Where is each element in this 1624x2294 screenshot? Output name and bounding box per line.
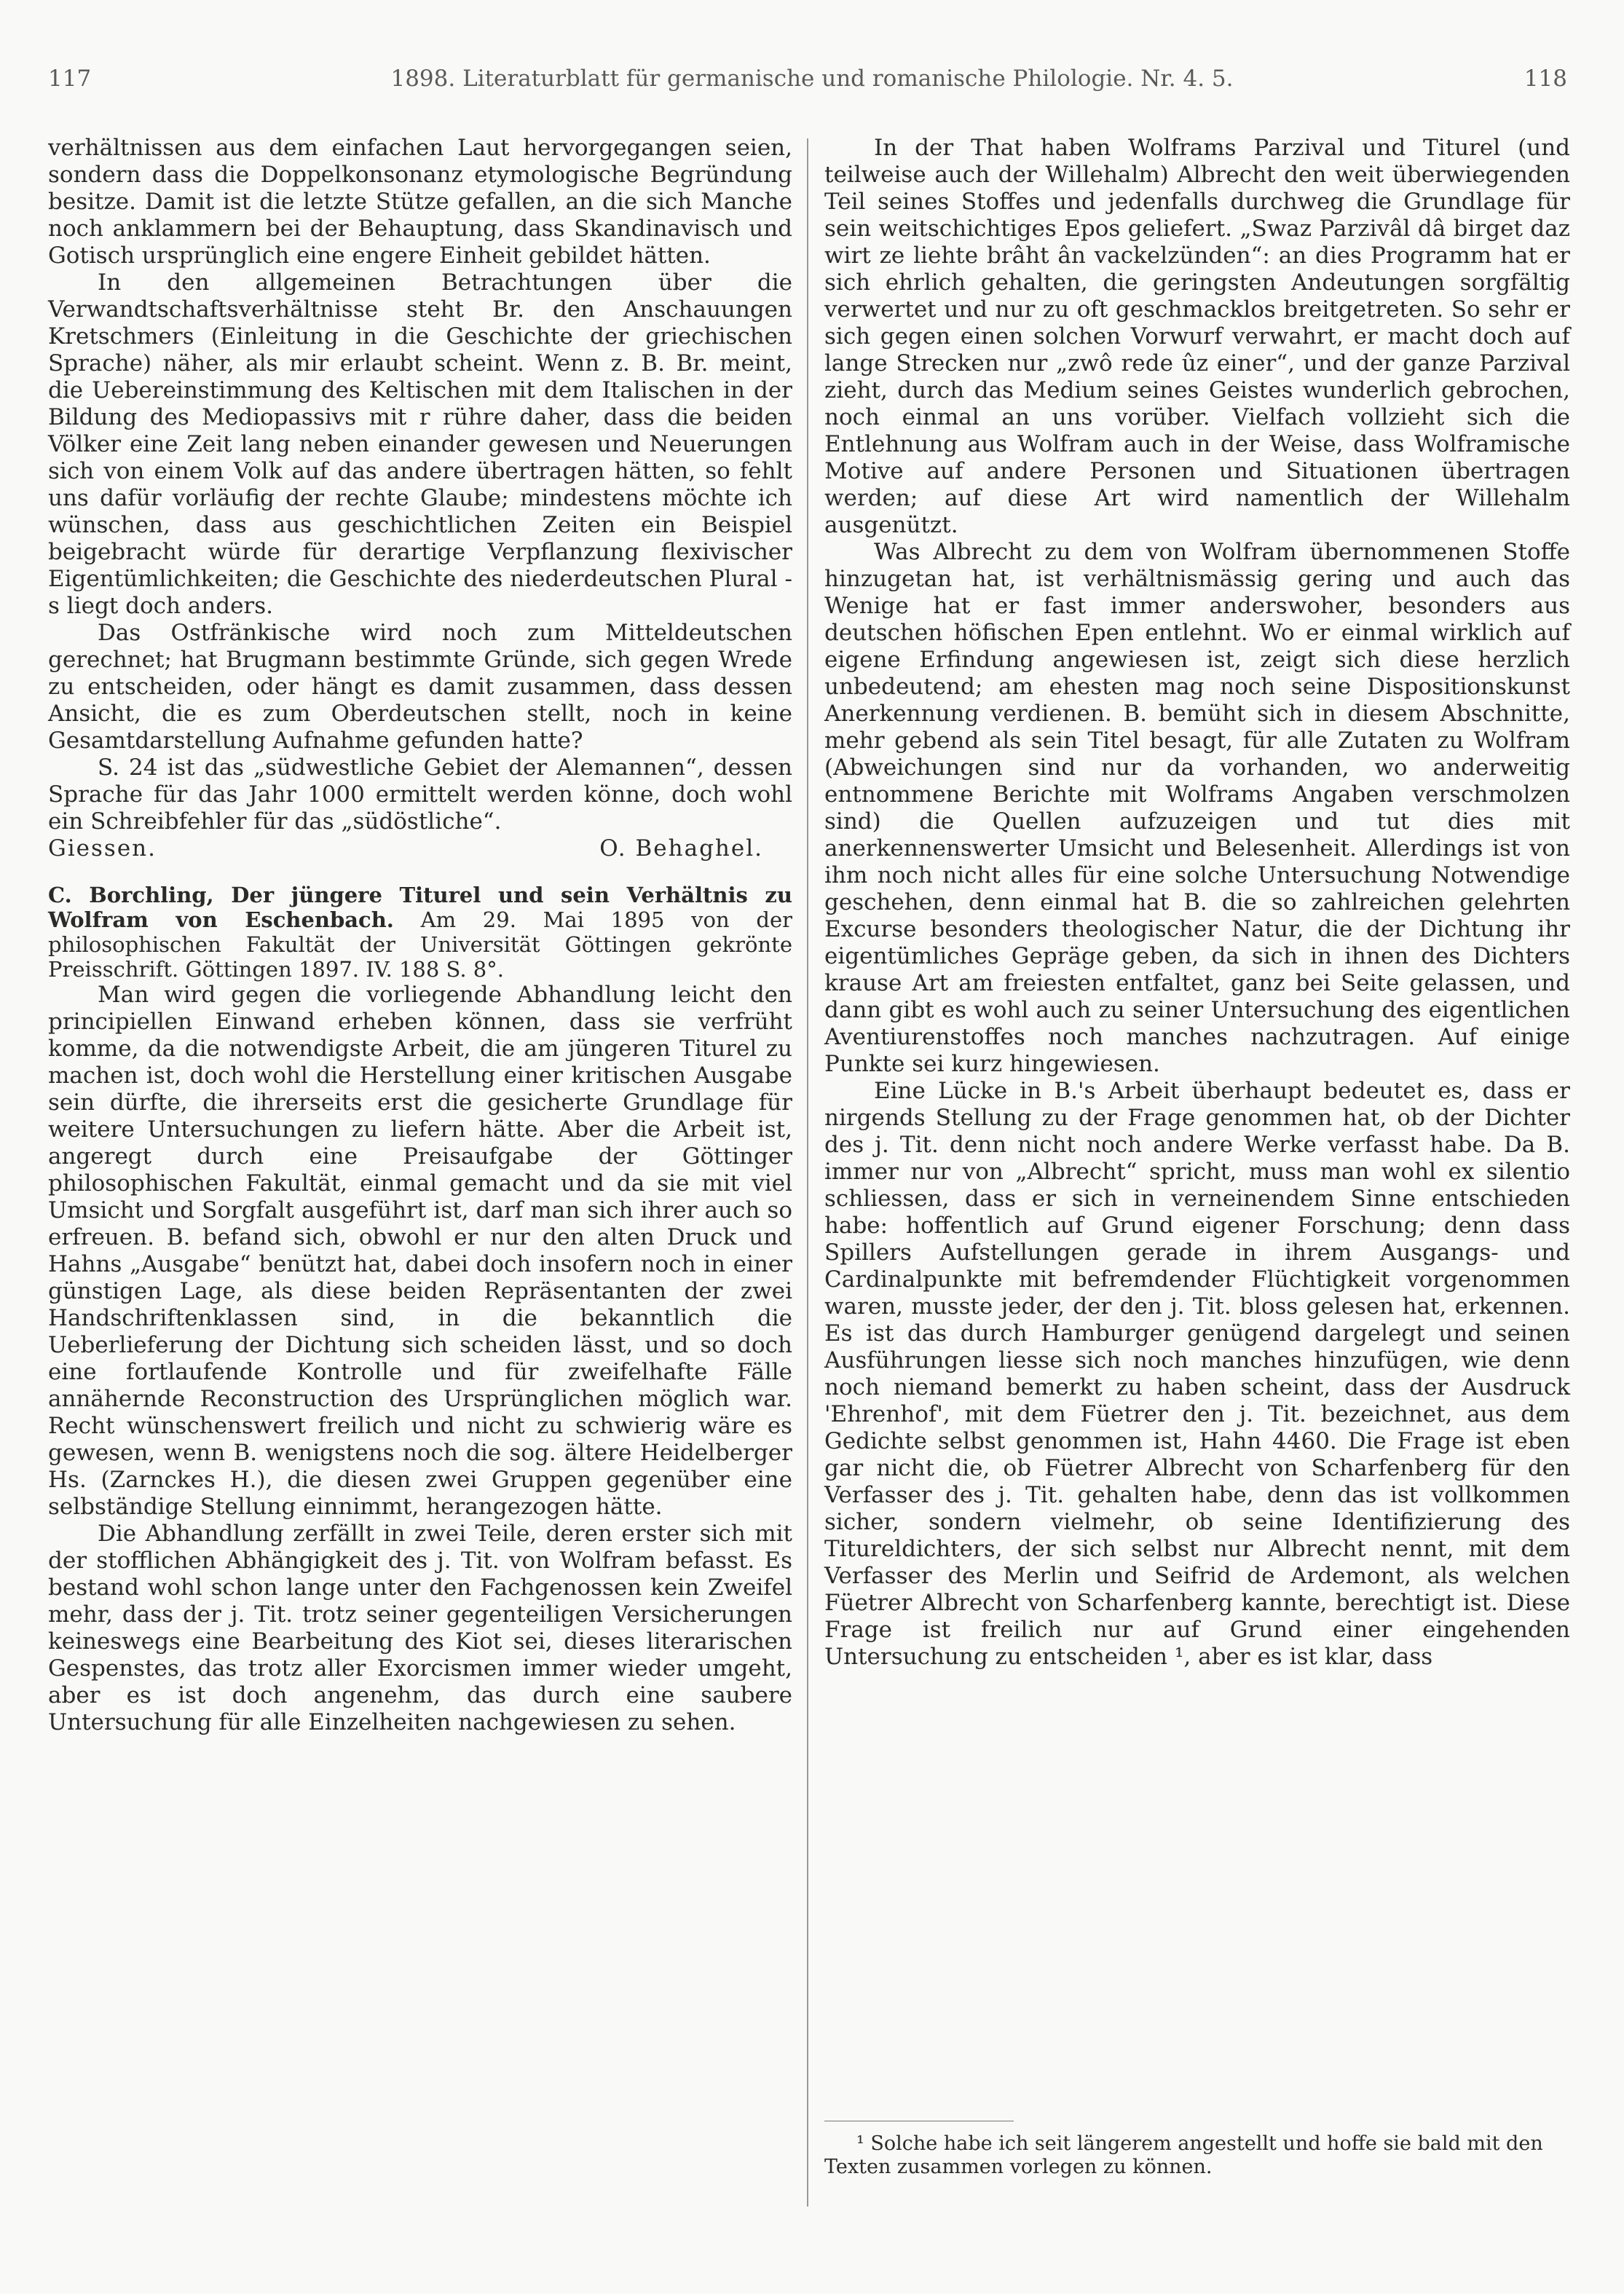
paragraph: Eine Lücke in B.'s Arbeit überhaupt bedeutet es, dass er nirgends Stellung zu der Frage genommen hat, ob der Dichter des j. Tit. denn nicht noch andere Werke verfasst habe. Da B. immer nur von „Albrecht“ spricht, muss man wohl ex silentio schliessen, dass er sich in verneinendem Sinne entschieden habe: hoffentlich auf Grund eigener Forschung; denn dass Spillers Aufstellungen gerade in ihrem Ausgangs- und Cardinalpunkte mit befremdender Flüchtigkeit vorgenommen waren, musste jeder, der den j. Tit. bloss gelesen hat, erkennen. Es ist das durch Hamburger genügend dargelegt und seinen Ausführungen liesse sich noch manches hinzufügen, wie denn noch niemand bemerkt zu haben scheint, dass der Ausdruck 'Ehrenhof', mit dem Füetrer den j. Tit. bezeichnet, aus dem Gedichte selbst genommen ist, Hahn 4460. Die Frage ist eben gar nicht die, ob Füetrer Albrecht von Scharfenberg für den Verfasser des j. Tit. gehalten habe, denn das ist vollkommen sicher, sondern vielmehr, ob seine Identifizierung des Titureldichters, der sich selbst nur Albrecht nennt, mit dem Verfasser des Merlin und Seifrid de Ardemont, als welchen Füetrer Albrecht von Scharfenberg kannte, berechtigt ist. Diese Frage ist freilich nur auf Grund einer eingehenden Untersuchung zu entscheiden ¹, aber es ist klar, dass <box>824 1078 1570 1670</box>
journal-title: 1898. Literaturblatt für germanische und romanische Philologie. Nr. 4. 5. <box>390 66 1234 92</box>
review-title: C. Borchling, Der jüngere Titurel und sein Verhältnis zu Wolfram von Eschenbach. <box>48 883 792 932</box>
paragraph: S. 24 ist das „südwestliche Gebiet der Alemannen“, dessen Sprache für das Jahr 1000 ermittelt werden könne, doch wohl ein Schreibfehler für das „südöstliche“. <box>48 754 792 835</box>
left-column <box>48 135 792 1736</box>
review-signature <box>48 835 792 862</box>
signature-name: O. Behaghel. <box>599 835 763 862</box>
paragraph: verhältnissen aus dem einfachen Laut hervorgegangen seien, sondern dass die Doppelkonsonanz etymologische Begründung besitze. Damit ist die letzte Stütze gefallen, an die sich Manche noch anklammern bei der Behauptung, dass Skandinavisch und Gotisch ursprünglich eine engere Einheit gebildet hätten. <box>48 135 792 269</box>
paragraph: Das Ostfränkische wird noch zum Mitteldeutschen gerechnet; hat Brugmann bestimmte Gründe, sich gegen Wrede zu entscheiden, oder hängt es damit zusammen, dass dessen Ansicht, die es zum Oberdeutschen stellt, noch in keine Gesamtdarstellung Aufnahme gefunden hatte? <box>48 620 792 754</box>
review-heading <box>48 883 792 982</box>
running-header <box>0 51 1624 102</box>
paragraph: In der That haben Wolframs Parzival und Titurel (und teilweise auch der Willehalm) Albrecht den weit überwiegenden Teil seines Stoffes und jedenfalls durchweg die Grundlage für sein weitschichtiges Epos geliefert. „Swaz Parzivâl dâ birget daz wirt ze liehte brâht ân vackelzünden“: an dies Programm hat er sich ehrlich gehalten, die geringsten Andeutungen sorgfältig verwertet und nur zu oft geschmacklos breitgetreten. So sehr er sich gegen einen solchen Vorwurf verwahrt, er macht doch auf lange Strecken nur „zwô rede ûz einer“, und der ganze Parzival zieht, durch das Medium seines Geistes wunderlich gebrochen, noch einmal an uns vorüber. Vielfach vollzieht sich die Entlehnung aus Wolfram auch in der Weise, dass Wolframische Motive auf andere Personen und Situationen übertragen werden; auf diese Art wird namentlich der Willehalm ausgenützt. <box>824 135 1570 538</box>
column-divider <box>807 138 808 2207</box>
footnote: ¹ Solche habe ich seit längerem angestellt und hoffe sie bald mit den Texten zusammen vorlegen zu können. <box>824 2132 1543 2178</box>
paragraph: In den allgemeinen Betrachtungen über die Verwandtschaftsverhältnisse steht Br. den Anschauungen Kretschmers (Einleitung in die Geschichte der griechischen Sprache) näher, als mir erlaubt scheint. Wenn z. B. Br. meint, die Uebereinstimmung des Keltischen mit dem Italischen in der Bildung des Mediopassivs mit r rühre daher, dass die beiden Völker eine Zeit lang neben einander gewesen und Neuerungen sich von einem Volk auf das andere übertragen hätten, so fehlt uns dafür vorläufig der rechte Glaube; mindestens möchte ich wünschen, dass aus geschichtlichen Zeiten ein Beispiel beigebracht würde für derartige Verpflanzung flexivischer Eigentümlichkeiten; die Geschichte des niederdeutschen Plural -s liegt doch anders. <box>48 269 792 619</box>
signature-place: Giessen. <box>48 835 157 862</box>
page-number-right: 118 <box>1524 66 1567 92</box>
paragraph: Die Abhandlung zerfällt in zwei Teile, deren erster sich mit der stofflichen Abhängigkeit des j. Tit. von Wolfram befasst. Es bestand wohl schon lange unter den Fachgenossen kein Zweifel mehr, dass der j. Tit. trotz seiner gegenteiligen Versicherungen keineswegs eine Bearbeitung des Kiot sei, dieses literarischen Gespenstes, das trotz aller Exorcismen immer wieder umgeht, aber es ist doch angenehm, das durch eine saubere Untersuchung für alle Einzelheiten nachgewiesen zu sehen. <box>48 1521 792 1735</box>
right-column <box>824 135 1570 1671</box>
paragraph: Man wird gegen die vorliegende Abhandlung leicht den principiellen Einwand erheben können, dass sie verfrüht komme, da die notwendigste Arbeit, die am jüngeren Titurel zu machen ist, doch wohl die Herstellung einer kritischen Ausgabe sein dürfte, die ihrerseits erst die gesicherte Grundlage für weitere Untersuchungen zu liefern hätte. Aber die Arbeit ist, angeregt durch eine Preisaufgabe der Göttinger philosophischen Fakultät, einmal gemacht und da sie mit viel Umsicht und Sorgfalt ausgeführt ist, darf man sich ihrer auch so erfreuen. B. befand sich, obwohl er nur den alten Druck und Hahns „Ausgabe“ benützt hat, dabei doch insofern noch in einer günstigen Lage, als diese beiden Repräsentanten der zwei Handschriftenklassen sind, in die bekanntlich die Ueberlieferung der Dichtung sich scheiden lässt, und so doch eine fortlaufende Kontrolle und für zweifelhafte Fälle annähernde Reconstruction des Ursprünglichen möglich war. Recht wünschenswert freilich und nicht zu schwierig wäre es gewesen, wenn B. wenigstens noch die sog. ältere Heidelberger Hs. (Zarnckes H.), die diesen zwei Gruppen gegenüber eine selbständige Stellung einnimmt, herangezogen hätte. <box>48 982 792 1520</box>
review-publication-info: Am 29. Mai 1895 von der philosophischen Fakultät der Universität Göttingen gekrönte Preisschrift. Göttingen 1897. IV. 188 S. 8°. <box>48 907 793 982</box>
page-number-left: 117 <box>48 66 92 92</box>
paragraph: Was Albrecht zu dem von Wolfram übernommenen Stoffe hinzugetan hat, ist verhältnismässig gering und auch das Wenige hat er fast immer anderswoher, besonders aus deutschen höfischen Epen entlehnt. Wo er einmal wirklich auf eigene Erfindung angewiesen ist, zeigt sich diese herzlich unbedeutend; am ehesten mag noch seine Dispositionskunst Anerkennung verdienen. B. bemüht sich in diesem Abschnitte, mehr gebend als sein Titel besagt, für alle Zutaten zu Wolfram (Abweichungen sind nur da vorhanden, wo anderweitig entnommene Berichte mit Wolframs Angaben verschmolzen sind) die Quellen aufzuzeigen und tut dies mit anerkennenswerter Umsicht und Belesenheit. Allerdings ist von ihm noch nicht alles für eine solche Untersuchung Notwendige geschehen, denn einmal hat B. die so zahlreichen gelehrten Excurse besonders theologischer Natur, die der Dichtung ihr eigentümliches Gepräge geben, da sich in ihnen des Dichters krause Art am freiesten entfaltet, ganz bei Seite gelassen, und dann gibt es wohl auch zu seiner Untersuchung des eigentlichen Aventiurenstoffes noch manches nachzutragen. Auf einige Punkte sei kurz hingewiesen. <box>824 539 1570 1077</box>
